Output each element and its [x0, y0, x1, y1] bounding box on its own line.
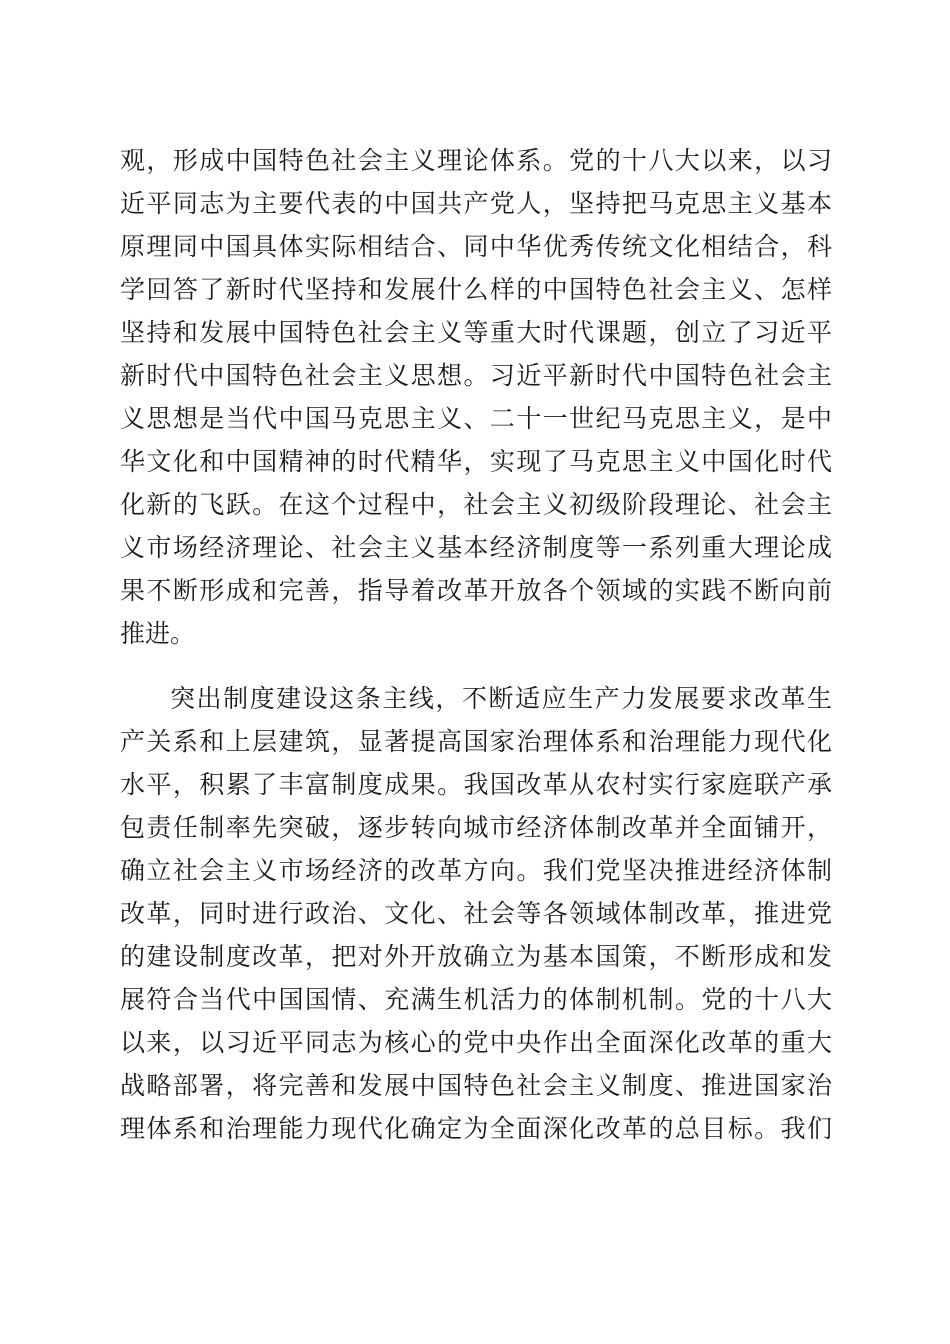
- paragraph-line: 的建设制度改革，把对外开放确立为基本国策，不断形成和发: [120, 942, 832, 971]
- paragraph-line: 学回答了新时代坚持和发展什么样的中国特色社会主义、怎样: [120, 275, 832, 304]
- paragraph-line: 包责任制率先突破，逐步转向城市经济体制改革并全面铺开，: [120, 813, 832, 842]
- paragraph-line: 战略部署，将完善和发展中国特色社会主义制度、推进国家治: [120, 1071, 832, 1100]
- paragraph-line: 改革，同时进行政治、文化、社会等各领域体制改革，推进党: [120, 899, 832, 928]
- paragraph-line: 义市场经济理论、社会主义基本经济制度等一系列重大理论成: [120, 533, 832, 562]
- paragraph-line: 义思想是当代中国马克思主义、二十一世纪马克思主义，是中: [120, 404, 832, 433]
- paragraph-line: 近平同志为主要代表的中国共产党人，坚持把马克思主义基本: [120, 189, 832, 218]
- paragraph-line: 新时代中国特色社会主义思想。习近平新时代中国特色社会主: [120, 361, 832, 390]
- paragraph-line: 华文化和中国精神的时代精华，实现了马克思主义中国化时代: [120, 447, 832, 476]
- paragraph-line: 观，形成中国特色社会主义理论体系。党的十八大以来，以习: [120, 146, 832, 175]
- paragraph-line: 以来，以习近平同志为核心的党中央作出全面深化改革的重大: [120, 1028, 832, 1057]
- paragraph-line: 果不断形成和完善，指导着改革开放各个领域的实践不断向前: [120, 576, 832, 605]
- paragraph-line: 原理同中国具体实际相结合、同中华优秀传统文化相结合，科: [120, 232, 832, 261]
- paragraph-line: 突出制度建设这条主线，不断适应生产力发展要求改革生: [170, 684, 832, 713]
- paragraph-line: 理体系和治理能力现代化确定为全面深化改革的总目标。我们: [120, 1114, 832, 1143]
- paragraph-line: 坚持和发展中国特色社会主义等重大时代课题，创立了习近平: [120, 318, 832, 347]
- paragraph-line: 推进。: [120, 619, 196, 648]
- paragraph-line: 确立社会主义市场经济的改革方向。我们党坚决推进经济体制: [120, 856, 832, 885]
- paragraph-line: 水平，积累了丰富制度成果。我国改革从农村实行家庭联产承: [120, 770, 832, 799]
- paragraph-line: 化新的飞跃。在这个过程中，社会主义初级阶段理论、社会主: [120, 490, 832, 519]
- paragraph-line: 展符合当代中国国情、充满生机活力的体制机制。党的十八大: [120, 985, 832, 1014]
- paragraph-line: 产关系和上层建筑，显著提高国家治理体系和治理能力现代化: [120, 727, 832, 756]
